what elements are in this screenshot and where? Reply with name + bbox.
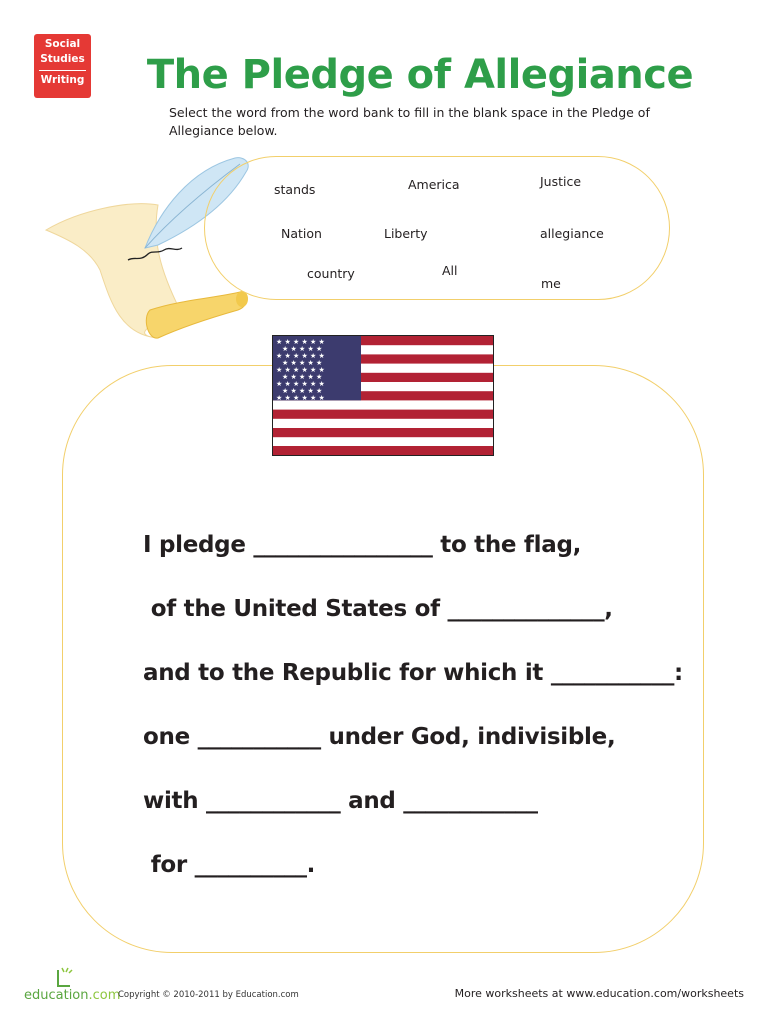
pledge-line-1: I pledge ________________ to the flag,	[143, 532, 582, 558]
word-bank-item: allegiance	[540, 226, 604, 241]
pledge-line-2: of the United States of ______________,	[143, 596, 613, 622]
pledge-line-4: one ___________ under God, indivisible,	[143, 724, 616, 750]
svg-text:★ ★ ★ ★ ★ ★: ★ ★ ★ ★ ★ ★	[276, 380, 325, 388]
badge-studies: Studies	[40, 53, 85, 65]
word-bank-item: Justice	[540, 174, 582, 189]
pledge-line-3: and to the Republic for which it ___________:	[143, 660, 683, 686]
svg-text:★ ★ ★ ★ ★ ★: ★ ★ ★ ★ ★ ★	[276, 366, 325, 374]
page-title: The Pledge of Allegiance	[146, 52, 694, 98]
svg-text:★ ★ ★ ★ ★: ★ ★ ★ ★ ★	[282, 359, 323, 367]
word-bank-item: America	[408, 177, 460, 192]
copyright-text: Copyright © 2010-2011 by Education.com	[118, 990, 299, 1000]
logo-suffix: .com	[88, 988, 121, 1003]
instructions-text: Select the word from the word bank to fill in the blank space in the Pledge of Allegiance below.	[169, 105, 650, 138]
svg-text:★ ★ ★ ★ ★: ★ ★ ★ ★ ★	[282, 387, 323, 395]
word-bank-item: All	[442, 263, 458, 278]
us-flag-image	[272, 335, 494, 456]
word-bank-item: stands	[274, 182, 316, 197]
svg-text:★ ★ ★ ★ ★: ★ ★ ★ ★ ★	[282, 345, 323, 353]
badge-divider	[39, 70, 86, 71]
word-bank-item: country	[307, 266, 355, 281]
word-bank-item: Nation	[281, 226, 322, 241]
subject-badge	[34, 34, 91, 98]
pledge-line-5: with ____________ and ____________	[143, 788, 538, 814]
word-bank-item: Liberty	[384, 226, 428, 241]
education-logo-text[interactable]	[24, 988, 120, 1003]
svg-text:★ ★ ★ ★ ★ ★: ★ ★ ★ ★ ★ ★	[276, 394, 325, 402]
word-bank-item: me	[541, 276, 561, 291]
badge-writing: Writing	[40, 74, 85, 86]
more-worksheets-link[interactable]: More worksheets at www.education.com/worksheets	[454, 987, 744, 1000]
logo-main: education	[24, 988, 89, 1003]
pledge-line-6: for __________.	[143, 852, 316, 878]
svg-text:★ ★ ★ ★ ★ ★: ★ ★ ★ ★ ★ ★	[276, 352, 325, 360]
badge-social: Social	[44, 38, 81, 50]
svg-text:★ ★ ★ ★ ★ ★: ★ ★ ★ ★ ★ ★	[276, 338, 325, 346]
svg-text:★ ★ ★ ★ ★: ★ ★ ★ ★ ★	[282, 373, 323, 381]
